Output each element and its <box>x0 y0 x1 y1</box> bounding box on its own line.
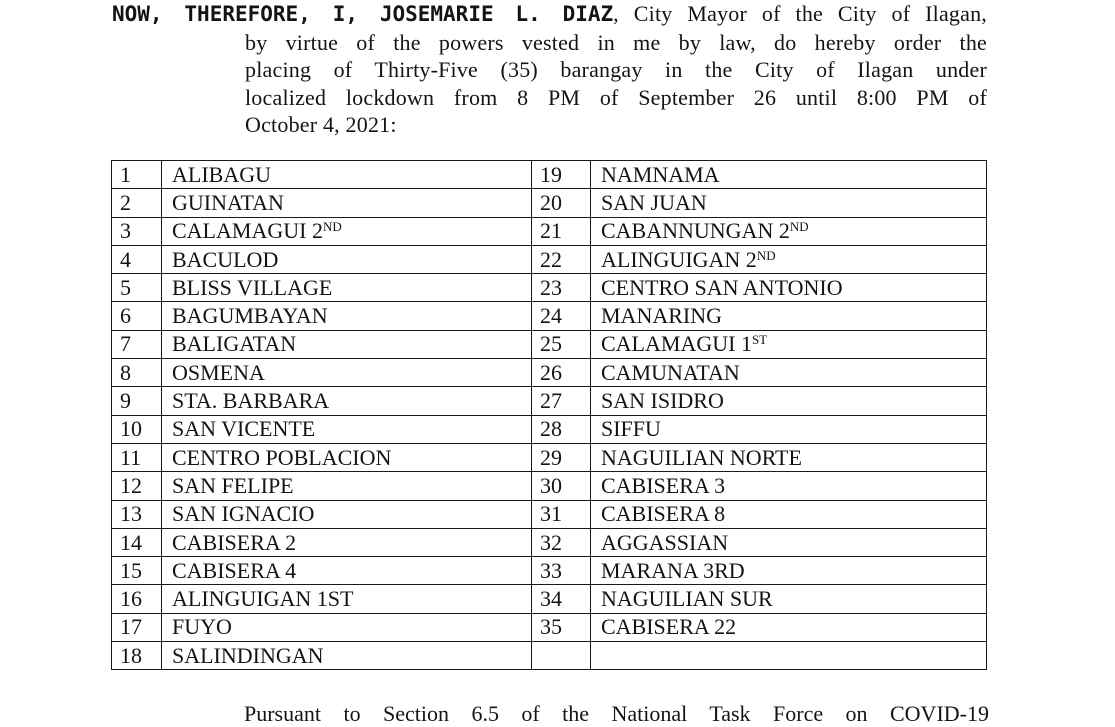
barangay-name: CALAMAGUI 2 <box>172 218 323 244</box>
barangay-name: BLISS VILLAGE <box>172 274 333 300</box>
barangay-name: NAGUILIAN SUR <box>601 586 773 612</box>
barangay-name-cell <box>591 415 987 443</box>
barangay-name: BAGUMBAYAN <box>172 303 328 329</box>
barangay-name-cell <box>591 189 987 217</box>
table-row <box>112 557 987 585</box>
barangay-name: CABISERA 22 <box>601 614 737 640</box>
barangay-name-cell <box>162 500 532 528</box>
table-row <box>112 472 987 500</box>
barangay-name-cell <box>162 302 532 330</box>
barangay-name: SIFFU <box>601 416 661 442</box>
ordinal-suffix: ND <box>789 219 809 235</box>
barangay-name: SAN ISIDRO <box>601 388 724 414</box>
barangay-number: 9 <box>112 387 162 415</box>
barangay-name: NAGUILIAN NORTE <box>601 444 802 470</box>
barangay-name-cell <box>591 585 987 613</box>
barangay-number: 8 <box>112 359 162 387</box>
barangay-number: 20 <box>532 189 591 217</box>
barangay-name-cell <box>162 330 532 358</box>
barangay-name-cell <box>162 642 532 670</box>
barangay-number: 4 <box>112 245 162 273</box>
barangay-name-cell <box>162 217 532 245</box>
barangay-number: 25 <box>532 330 591 358</box>
barangay-number: 23 <box>532 274 591 302</box>
barangay-name-cell <box>162 443 532 471</box>
barangay-name-cell <box>591 557 987 585</box>
barangay-name: CABISERA 4 <box>172 557 297 583</box>
barangay-number: 17 <box>112 613 162 641</box>
barangay-name-cell <box>591 528 987 556</box>
barangay-name: FUYO <box>172 614 232 640</box>
barangay-name: CABANNUNGAN 2 <box>601 218 790 244</box>
barangay-name: AGGASSIAN <box>601 529 729 555</box>
barangay-number: 1 <box>112 161 162 189</box>
table-row <box>112 585 987 613</box>
barangay-number: 11 <box>112 443 162 471</box>
table-row <box>112 415 987 443</box>
barangay-name-cell <box>591 642 987 670</box>
table-row <box>112 245 987 273</box>
ordinal-suffix: ND <box>756 247 776 263</box>
barangay-number: 14 <box>112 528 162 556</box>
table-row <box>112 217 987 245</box>
order-line-2: by virtue of the powers vested in me by law, do hereby order the <box>245 29 987 55</box>
barangay-name: ALINGUIGAN 2 <box>601 246 757 272</box>
barangay-name-cell <box>591 161 987 189</box>
barangay-name-cell <box>162 359 532 387</box>
barangay-name-cell <box>162 528 532 556</box>
barangay-name: NAMNAMA <box>601 161 720 187</box>
barangay-name-cell <box>162 245 532 273</box>
barangay-name: MANARING <box>601 303 722 329</box>
table-row <box>112 642 987 670</box>
barangay-name: SAN IGNACIO <box>172 501 315 527</box>
barangay-number: 18 <box>112 642 162 670</box>
barangay-name-cell <box>591 245 987 273</box>
barangay-number: 3 <box>112 217 162 245</box>
barangay-number: 15 <box>112 557 162 585</box>
mayor-declaration: NOW, THEREFORE, I, JOSEMARIE L. DIAZ <box>112 2 614 26</box>
barangay-number: 30 <box>532 472 591 500</box>
lockdown-order-paragraph <box>112 0 987 139</box>
order-line-1 <box>112 0 987 29</box>
order-line-1-rest: , City Mayor of the City of Ilagan, <box>613 1 987 26</box>
barangay-number: 34 <box>532 585 591 613</box>
table-row <box>112 500 987 528</box>
barangay-name-cell <box>591 443 987 471</box>
table-row <box>112 528 987 556</box>
barangay-name-cell <box>591 472 987 500</box>
barangay-name: CABISERA 8 <box>601 501 726 527</box>
barangay-name: STA. BARBARA <box>172 388 330 414</box>
footer-partial-line: Pursuant to Section 6.5 of the National Task Force on COVID-19 <box>244 701 989 726</box>
barangay-number: 7 <box>112 330 162 358</box>
barangay-name: BALIGATAN <box>172 331 297 357</box>
barangay-name-cell <box>591 387 987 415</box>
barangay-name-cell <box>591 359 987 387</box>
barangay-name: CAMUNATAN <box>601 359 740 385</box>
table-row <box>112 330 987 358</box>
barangay-number: 24 <box>532 302 591 330</box>
barangay-name-cell <box>591 274 987 302</box>
table-row <box>112 387 987 415</box>
barangay-name: CALAMAGUI 1 <box>601 331 752 357</box>
ordinal-suffix: ST <box>751 332 768 348</box>
barangay-name-cell <box>162 415 532 443</box>
barangay-name: CABISERA 3 <box>601 472 726 498</box>
barangay-name-cell <box>591 330 987 358</box>
barangay-name: OSMENA <box>172 359 265 385</box>
barangay-number: 13 <box>112 500 162 528</box>
barangay-table-body <box>112 161 987 670</box>
barangay-number: 31 <box>532 500 591 528</box>
barangay-name: GUINATAN <box>172 189 284 215</box>
table-row <box>112 302 987 330</box>
barangay-number: 28 <box>532 415 591 443</box>
barangay-name: MARANA 3RD <box>601 557 745 583</box>
barangay-name-cell <box>162 613 532 641</box>
barangay-number: 12 <box>112 472 162 500</box>
order-line-3: placing of Thirty-Five (35) barangay in the City of Ilagan under <box>245 57 987 82</box>
barangay-number: 10 <box>112 415 162 443</box>
barangay-name: SAN VICENTE <box>172 416 316 442</box>
table-row <box>112 161 987 189</box>
table-row <box>112 189 987 217</box>
barangay-name-cell <box>162 387 532 415</box>
ordinal-suffix: ND <box>322 219 342 235</box>
barangay-name: ALIBAGU <box>172 161 271 187</box>
barangay-name: ALINGUIGAN 1ST <box>172 586 354 612</box>
barangay-number: 32 <box>532 528 591 556</box>
barangay-name-cell <box>162 585 532 613</box>
barangay-number: 16 <box>112 585 162 613</box>
barangay-name-cell <box>162 189 532 217</box>
barangay-number: 29 <box>532 443 591 471</box>
barangay-number: 27 <box>532 387 591 415</box>
barangay-number: 33 <box>532 557 591 585</box>
barangay-number: 22 <box>532 245 591 273</box>
barangay-name: SAN FELIPE <box>172 472 294 498</box>
barangay-number: 26 <box>532 359 591 387</box>
barangay-number: 21 <box>532 217 591 245</box>
barangay-number: 35 <box>532 613 591 641</box>
table-row <box>112 443 987 471</box>
barangay-name: SALINDINGAN <box>172 642 324 668</box>
table-row <box>112 613 987 641</box>
table-row <box>112 359 987 387</box>
barangay-name-cell <box>162 472 532 500</box>
barangay-number: 19 <box>532 161 591 189</box>
barangay-number: 2 <box>112 189 162 217</box>
order-line-5: October 4, 2021: <box>245 112 397 137</box>
barangay-name: BACULOD <box>172 246 279 272</box>
barangay-name-cell <box>591 500 987 528</box>
barangay-name-cell <box>162 274 532 302</box>
barangay-number: 5 <box>112 274 162 302</box>
barangay-number <box>532 642 591 670</box>
table-row <box>112 274 987 302</box>
barangay-name: CABISERA 2 <box>172 529 297 555</box>
barangay-name-cell <box>162 557 532 585</box>
barangay-name: CENTRO SAN ANTONIO <box>601 274 843 300</box>
order-line-4: localized lockdown from 8 PM of September 26 until 8:00 PM of <box>245 84 987 110</box>
barangay-name-cell <box>162 161 532 189</box>
barangay-name: CENTRO POBLACION <box>172 444 392 470</box>
barangay-name: SAN JUAN <box>601 189 707 215</box>
barangay-name-cell <box>591 217 987 245</box>
barangay-table <box>111 160 987 670</box>
barangay-name-cell <box>591 613 987 641</box>
barangay-number: 6 <box>112 302 162 330</box>
barangay-name-cell <box>591 302 987 330</box>
